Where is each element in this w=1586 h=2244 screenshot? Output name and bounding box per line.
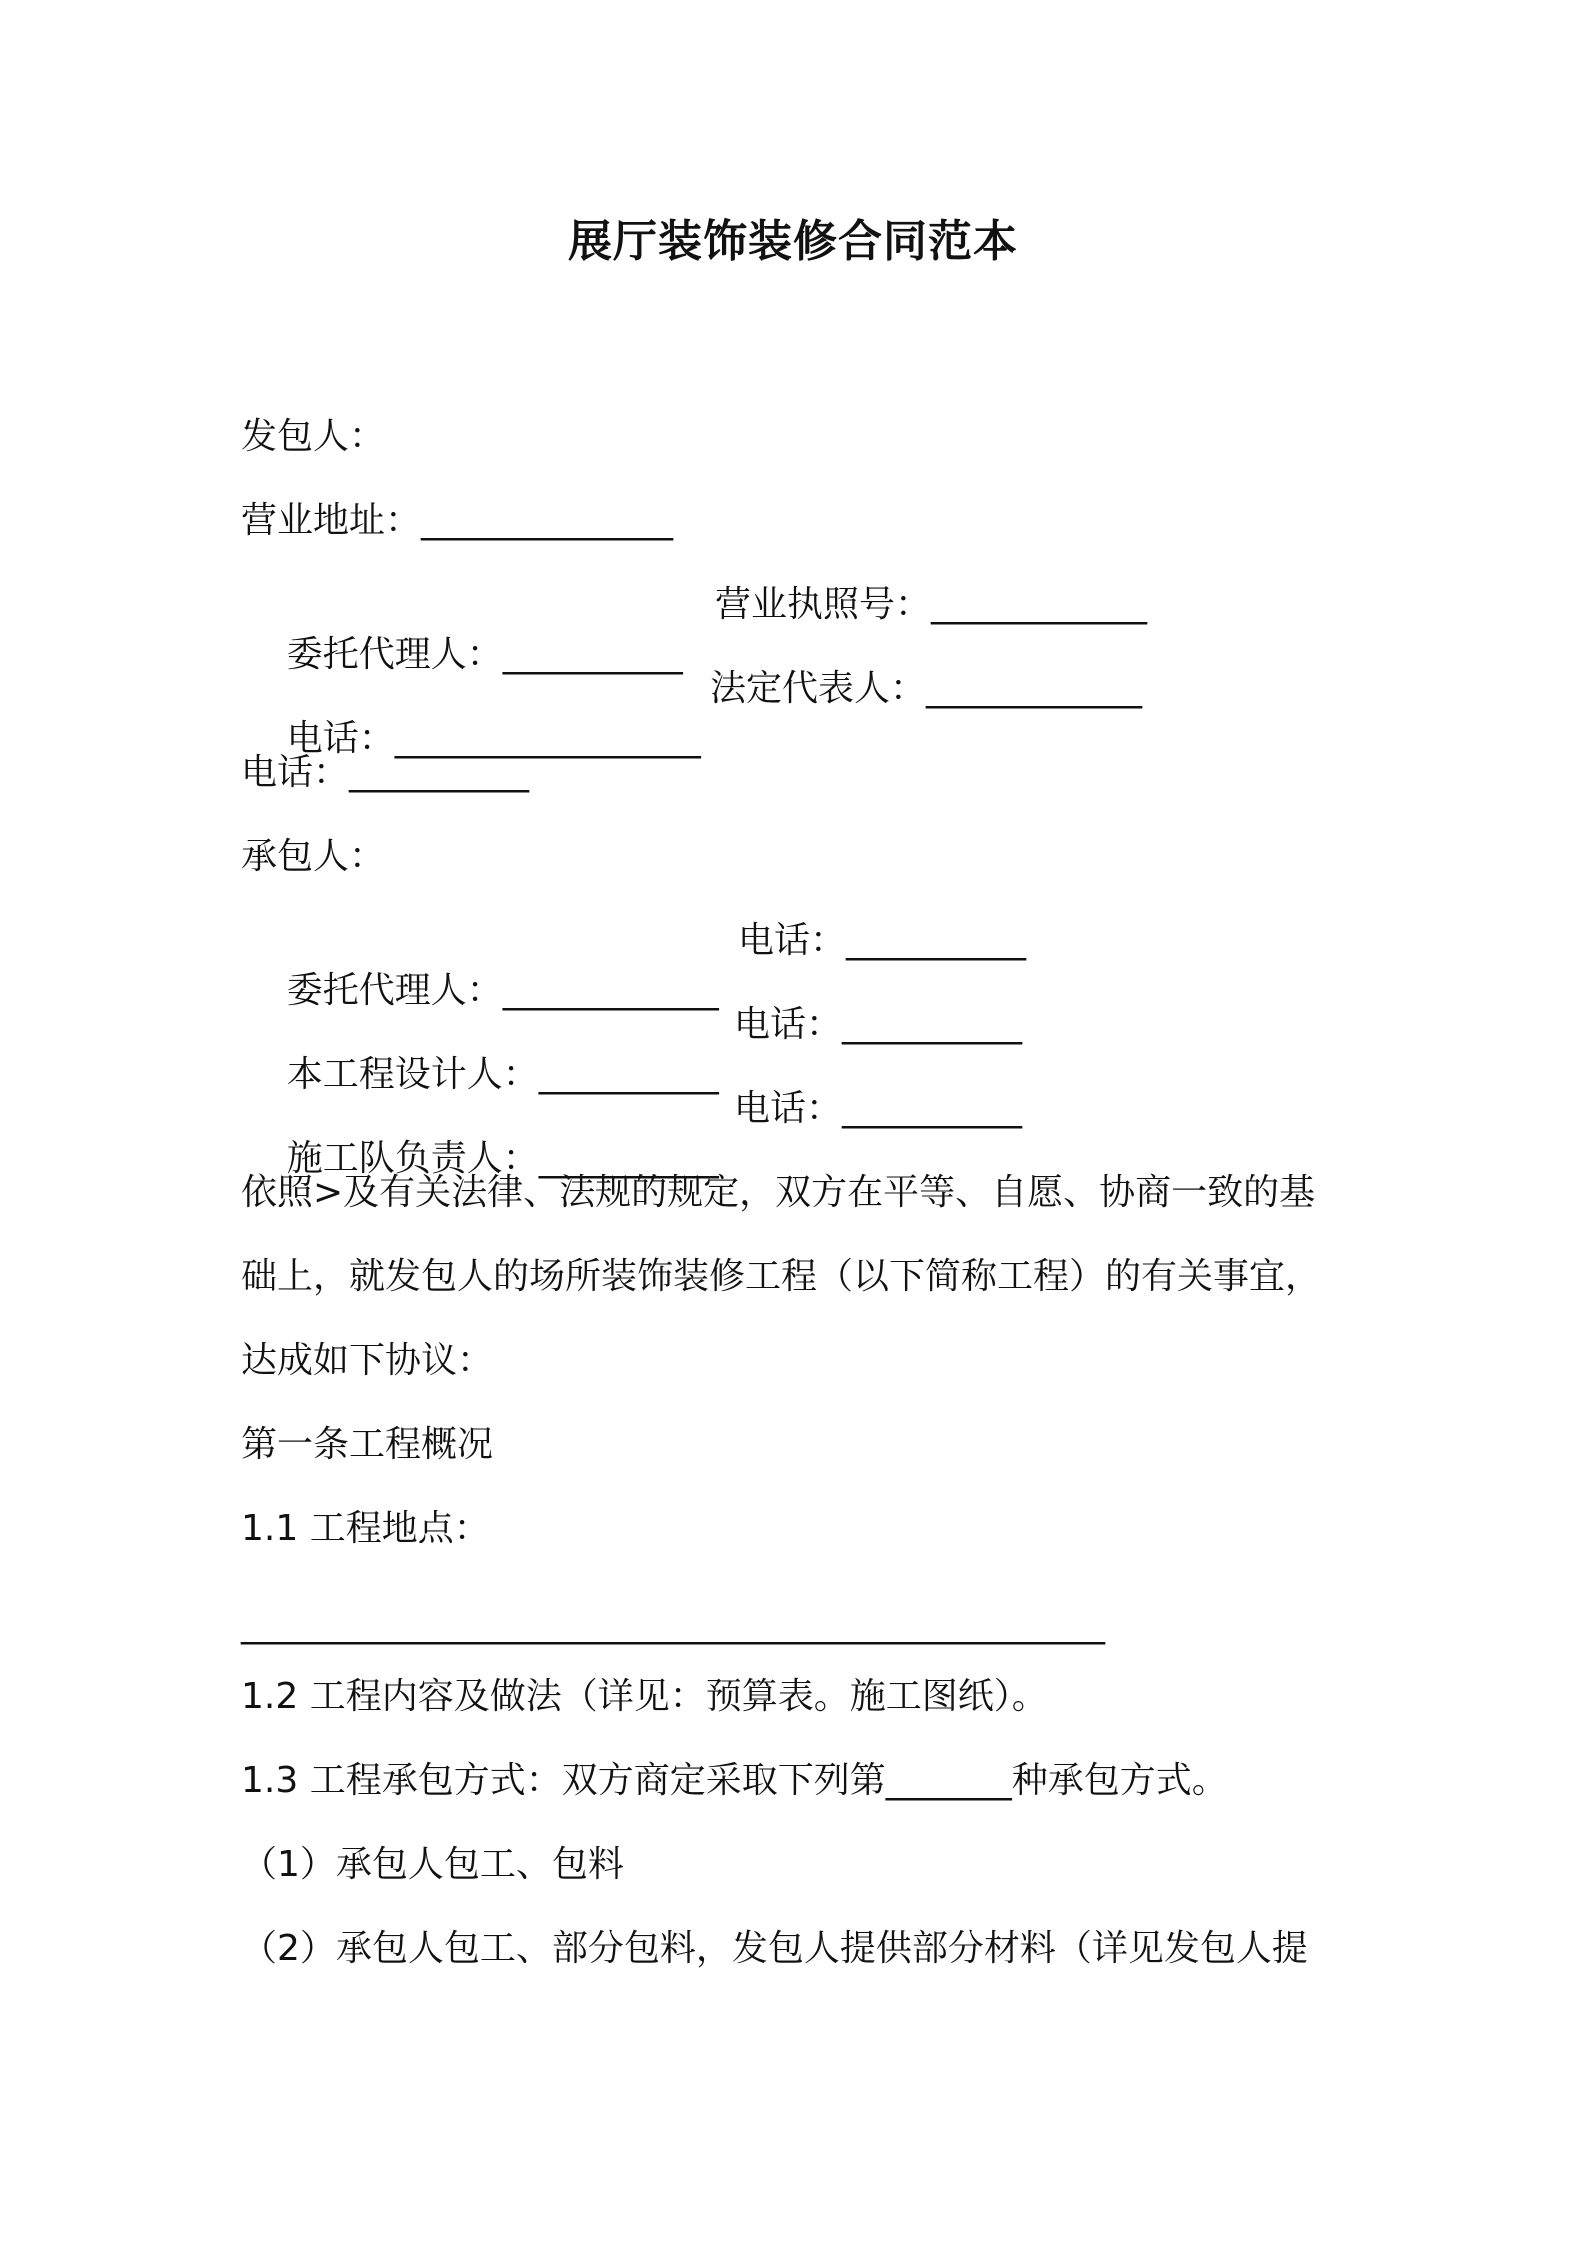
employer-label: 发包人： (241, 416, 386, 457)
employer-agent-field: 委托代理人：__________ (286, 634, 683, 675)
team-leader-phone-field: 电话：__________ (734, 1088, 1023, 1129)
contractor-agent-phone-field: 电话：__________ (738, 920, 1027, 961)
designer-phone-field: 电话：__________ (734, 1004, 1023, 1045)
option-2: （2）承包人包工、部分包料，发包人提供部分材料（详见发包人提 (241, 1928, 1308, 1969)
project-location-blank: ________________________________________________ (241, 1604, 1105, 1645)
designer-field: 本工程设计人：__________ (286, 1054, 719, 1095)
option-1: （1）承包人包工、包料 (241, 1844, 624, 1885)
clause-1-1: 1.1 工程地点： (241, 1508, 490, 1549)
contractor-label: 承包人： (241, 836, 386, 877)
document-title: 展厅装饰装修合同范本 (568, 216, 1018, 267)
clause-1-3: 1.3 工程承包方式：双方商定采取下列第_______种承包方式。 (241, 1760, 1228, 1801)
preamble-paragraph-line-1: 依照>及有关法律、法规的规定，双方在平等、自愿、协商一致的基 (241, 1172, 1316, 1213)
article-1-heading: 第一条工程概况 (241, 1424, 494, 1465)
contractor-agent-field: 委托代理人：____________ (286, 970, 719, 1011)
legal-rep-phone-field: 电话：__________ (241, 752, 530, 793)
employer-phone-field: 电话：_________________ (286, 718, 701, 759)
team-leader-field: 施工队负责人：__________ (286, 1138, 719, 1179)
business-license-field: 营业执照号：____________ (715, 584, 1148, 625)
clause-1-2: 1.2 工程内容及做法（详见：预算表。施工图纸）。 (241, 1676, 1048, 1717)
business-address-field: 营业地址：______________ (241, 500, 674, 541)
preamble-paragraph-line-3: 达成如下协议： (241, 1340, 494, 1381)
preamble-paragraph-line-2: 础上，就发包人的场所装饰装修工程（以下简称工程）的有关事宜， (241, 1256, 1322, 1297)
legal-representative-field: 法定代表人：____________ (710, 668, 1143, 709)
